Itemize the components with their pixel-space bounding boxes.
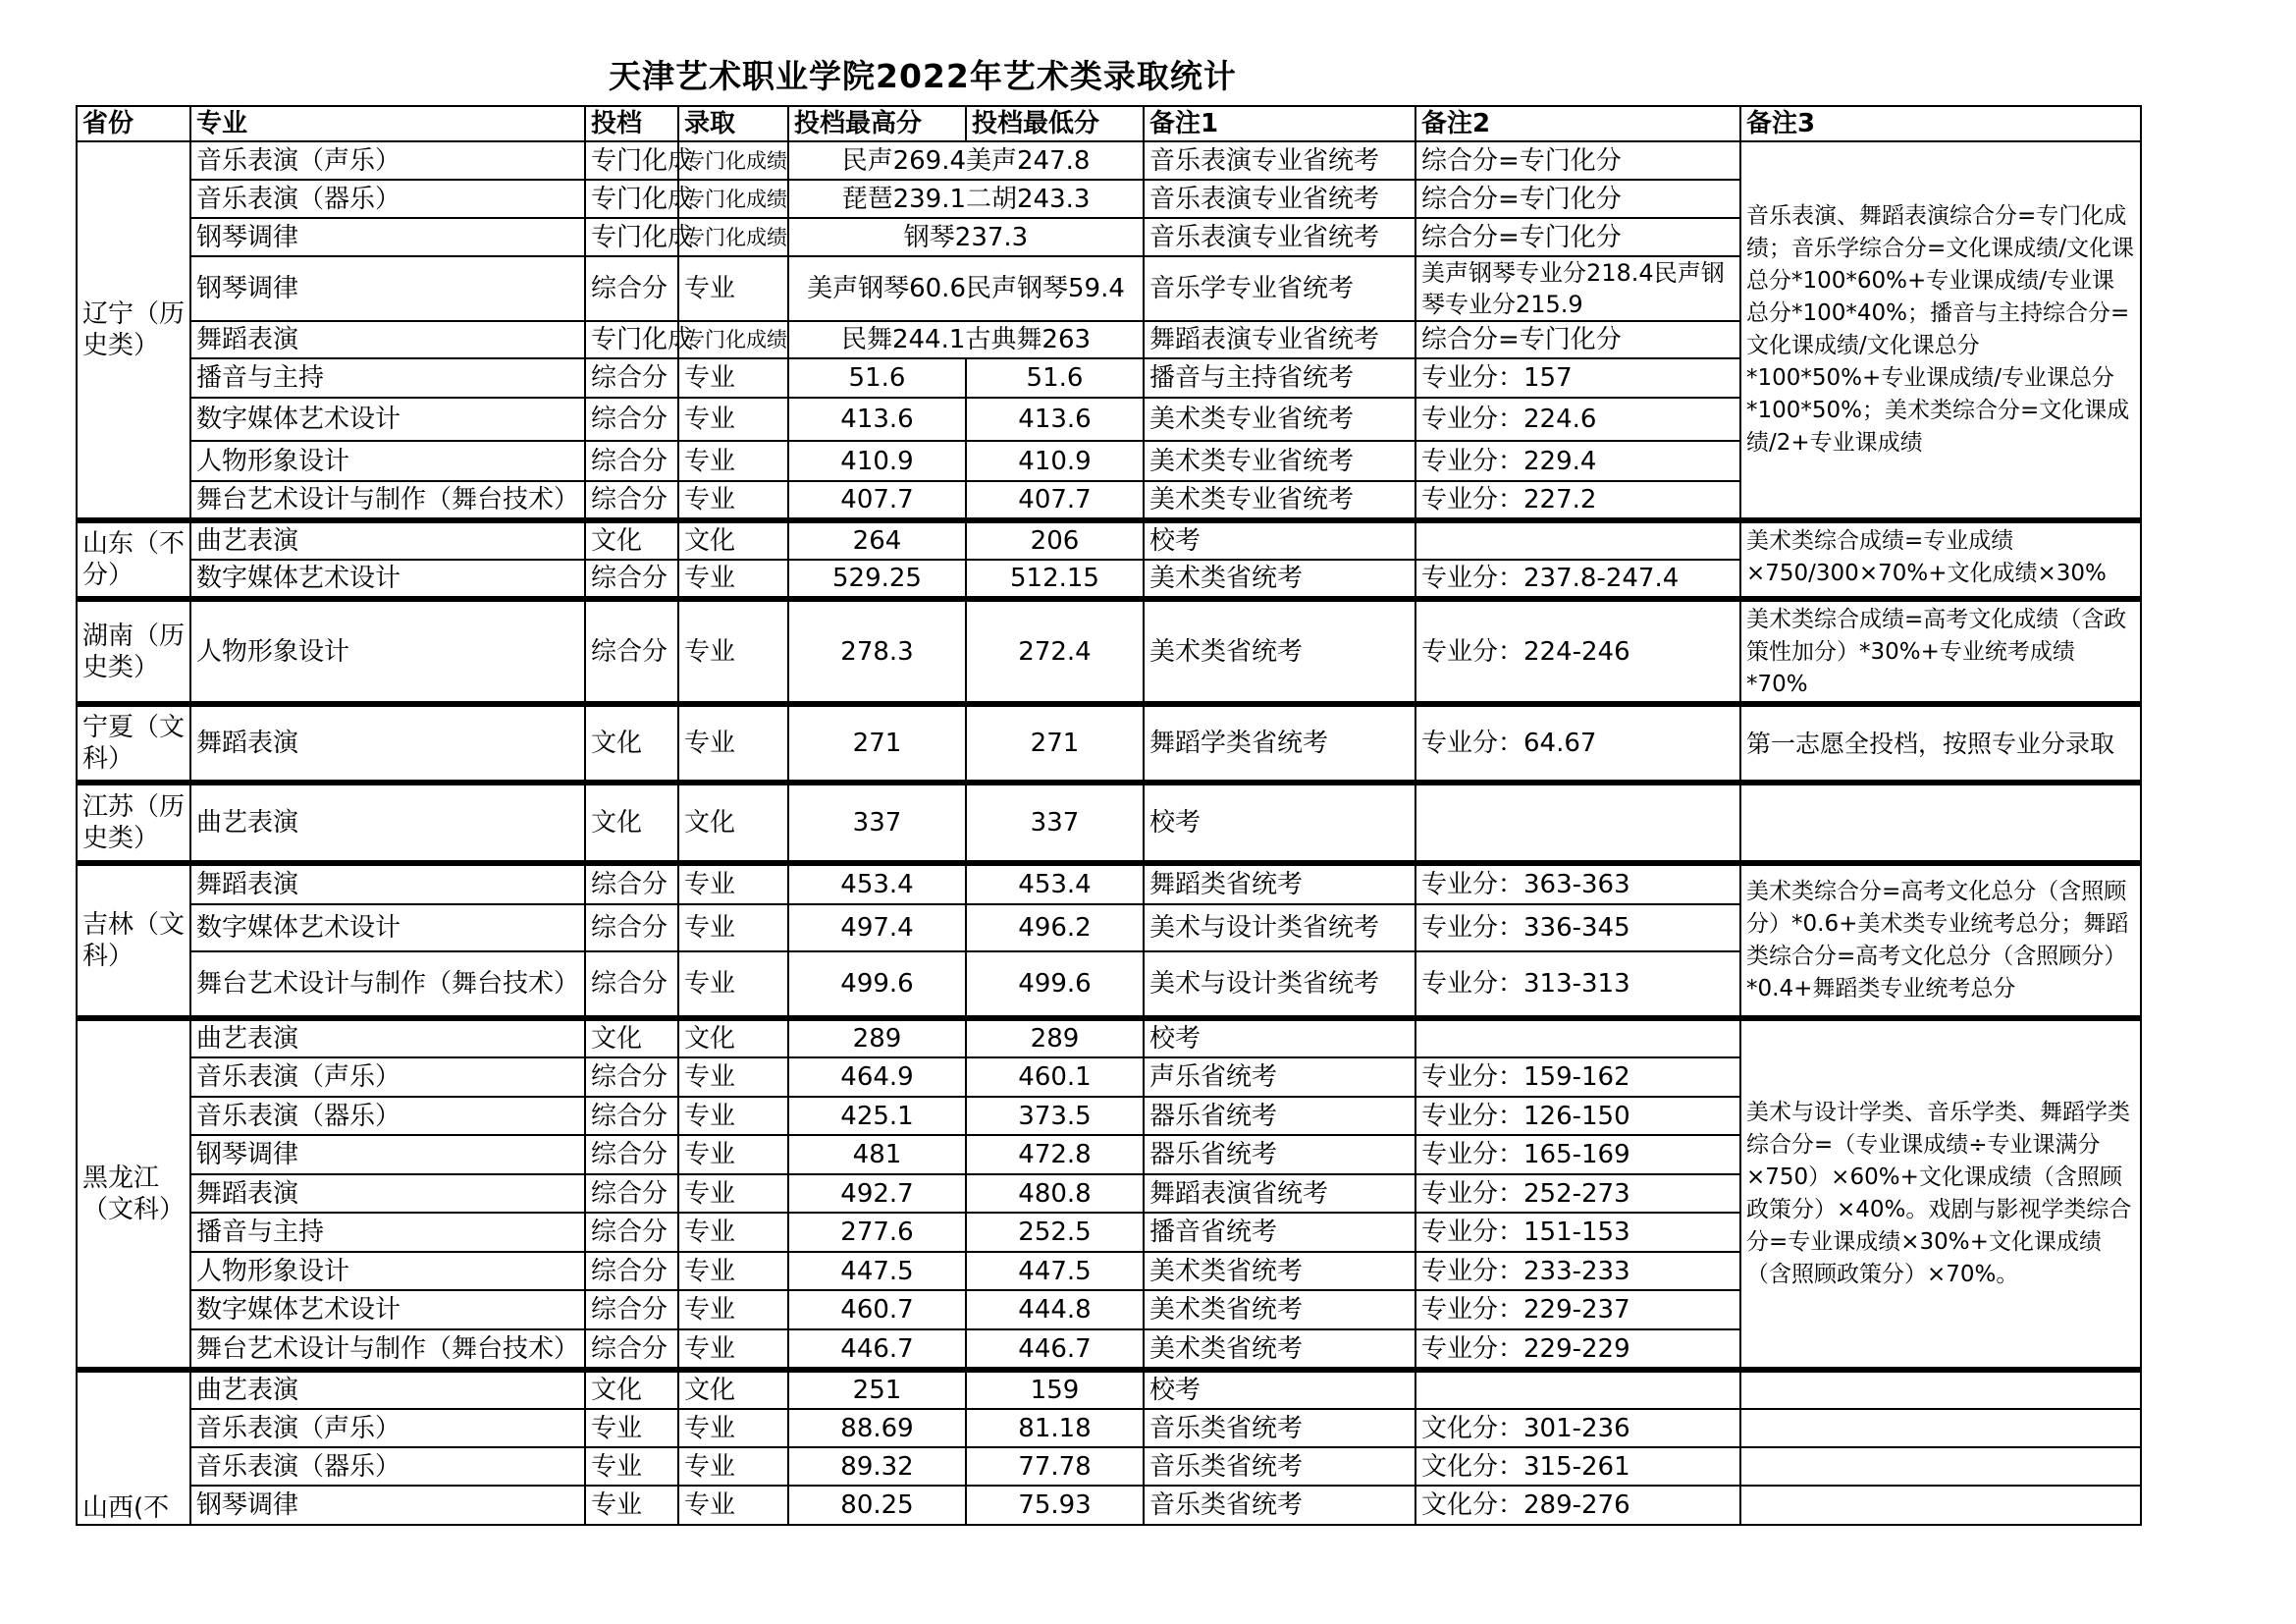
remark1-cell: 美术类省统考	[1144, 1329, 1415, 1370]
max-score-cell: 80.25	[788, 1486, 966, 1525]
max-score-cell: 497.4	[788, 904, 966, 951]
header-remark1: 备注1	[1144, 106, 1415, 141]
score-range-cell: 美声钢琴60.6民声钢琴59.4	[788, 256, 1144, 321]
remark2-cell: 专业分：229.4	[1415, 441, 1740, 481]
remark1-cell: 舞蹈学类省统考	[1144, 704, 1415, 783]
min-score-cell: 77.78	[966, 1447, 1144, 1486]
major-cell: 数字媒体艺术设计	[190, 398, 585, 441]
min-score-cell: 373.5	[966, 1097, 1144, 1135]
toudang-cell: 专门化成	[585, 141, 678, 180]
remark1-cell: 美术类省统考	[1144, 560, 1415, 599]
remark1-cell: 舞蹈表演省统考	[1144, 1174, 1415, 1213]
major-cell: 音乐表演（器乐）	[190, 1097, 585, 1135]
remark1-cell: 音乐表演专业省统考	[1144, 180, 1415, 218]
remark2-cell: 专业分：151-153	[1415, 1213, 1740, 1252]
table-row	[77, 520, 2141, 560]
toudang-cell: 文化	[585, 704, 678, 783]
major-cell: 音乐表演（声乐）	[190, 1409, 585, 1447]
luqu-cell: 专门化成绩	[678, 218, 788, 256]
remark2-cell: 专业分：64.67	[1415, 704, 1740, 783]
major-cell: 舞蹈表演	[190, 1174, 585, 1213]
toudang-cell: 专业	[585, 1486, 678, 1525]
remark1-cell: 校考	[1144, 783, 1415, 863]
remark2-cell: 专业分：229-237	[1415, 1290, 1740, 1329]
remark1-cell: 校考	[1144, 1370, 1415, 1409]
max-score-cell: 481	[788, 1135, 966, 1174]
province-cell: 黑龙江（文科）	[77, 1018, 190, 1370]
toudang-cell: 专业	[585, 1447, 678, 1486]
major-cell: 钢琴调律	[190, 256, 585, 321]
min-score-cell: 271	[966, 704, 1144, 783]
toudang-cell: 专门化成	[585, 180, 678, 218]
remark1-cell: 美术与设计类省统考	[1144, 951, 1415, 1018]
major-cell: 舞台艺术设计与制作（舞台技术）	[190, 481, 585, 520]
major-cell: 数字媒体艺术设计	[190, 560, 585, 599]
table-row	[77, 1018, 2141, 1057]
luqu-cell: 文化	[678, 520, 788, 560]
score-range-cell: 民舞244.1古典舞263	[788, 321, 1144, 358]
remark2-cell: 专业分：229-229	[1415, 1329, 1740, 1370]
min-score-cell: 289	[966, 1018, 1144, 1057]
table-row	[77, 783, 2141, 863]
remark2-cell: 综合分=专门化分	[1415, 321, 1740, 358]
max-score-cell: 407.7	[788, 481, 966, 520]
province-cell: 江苏（历史类）	[77, 783, 190, 863]
min-score-cell: 81.18	[966, 1409, 1144, 1447]
remark1-cell: 美术与设计类省统考	[1144, 904, 1415, 951]
toudang-cell: 综合分	[585, 441, 678, 481]
min-score-cell: 272.4	[966, 599, 1144, 704]
max-score-cell: 453.4	[788, 863, 966, 904]
min-score-cell: 407.7	[966, 481, 1144, 520]
remark2-cell: 专业分：313-313	[1415, 951, 1740, 1018]
remark3-cell	[1740, 1486, 2141, 1525]
table-row	[77, 599, 2141, 704]
max-score-cell: 492.7	[788, 1174, 966, 1213]
min-score-cell: 472.8	[966, 1135, 1144, 1174]
table-row	[77, 141, 2141, 180]
remark3-cell: 美术类综合分=高考文化总分（含照顾分）*0.6+美术类专业统考总分；舞蹈类综合分=高考文化总分（含照顾分）*0.4+舞蹈类专业统考总分	[1740, 863, 2141, 1018]
toudang-cell: 综合分	[585, 358, 678, 398]
toudang-cell: 综合分	[585, 560, 678, 599]
remark2-cell: 文化分：315-261	[1415, 1447, 1740, 1486]
toudang-cell: 综合分	[585, 1329, 678, 1370]
remark1-cell: 美术类省统考	[1144, 1252, 1415, 1290]
max-score-cell: 251	[788, 1370, 966, 1409]
remark2-cell	[1415, 1370, 1740, 1409]
luqu-cell: 专业	[678, 1213, 788, 1252]
remark2-cell: 文化分：289-276	[1415, 1486, 1740, 1525]
max-score-cell: 277.6	[788, 1213, 966, 1252]
remark3-cell	[1740, 783, 2141, 863]
max-score-cell: 271	[788, 704, 966, 783]
luqu-cell: 专业	[678, 1252, 788, 1290]
min-score-cell: 446.7	[966, 1329, 1144, 1370]
remark1-cell: 音乐类省统考	[1144, 1486, 1415, 1525]
remark2-cell: 专业分：252-273	[1415, 1174, 1740, 1213]
major-cell: 钢琴调律	[190, 1486, 585, 1525]
min-score-cell: 512.15	[966, 560, 1144, 599]
remark3-cell: 美术类综合成绩=专业成绩×750/300×70%+文化成绩×30%	[1740, 520, 2141, 599]
min-score-cell: 499.6	[966, 951, 1144, 1018]
remark1-cell: 音乐学专业省统考	[1144, 256, 1415, 321]
toudang-cell: 综合分	[585, 256, 678, 321]
header-major: 专业	[190, 106, 585, 141]
remark3-cell	[1740, 1409, 2141, 1447]
toudang-cell: 综合分	[585, 1213, 678, 1252]
toudang-cell: 综合分	[585, 1290, 678, 1329]
major-cell: 人物形象设计	[190, 1252, 585, 1290]
remark1-cell: 播音与主持省统考	[1144, 358, 1415, 398]
luqu-cell: 专业	[678, 951, 788, 1018]
major-cell: 曲艺表演	[190, 1018, 585, 1057]
remark2-cell: 专业分：233-233	[1415, 1252, 1740, 1290]
remark1-cell: 舞蹈表演专业省统考	[1144, 321, 1415, 358]
remark2-cell: 综合分=专门化分	[1415, 218, 1740, 256]
major-cell: 播音与主持	[190, 1213, 585, 1252]
toudang-cell: 文化	[585, 520, 678, 560]
admission-table	[76, 105, 2142, 1526]
table-row	[77, 1409, 2141, 1447]
remark1-cell: 校考	[1144, 520, 1415, 560]
header-remark2: 备注2	[1415, 106, 1740, 141]
max-score-cell: 413.6	[788, 398, 966, 441]
header-remark3: 备注3	[1740, 106, 2141, 141]
province-cell: 宁夏（文科）	[77, 704, 190, 783]
luqu-cell: 文化	[678, 783, 788, 863]
min-score-cell: 460.1	[966, 1057, 1144, 1097]
remark3-cell: 音乐表演、舞蹈表演综合分=专门化成绩；音乐学综合分=文化课成绩/文化课总分*100*60%+专业课成绩/专业课总分*100*40%；播音与主持综合分=文化课成绩/文化课总分*100*50%+专业课成绩/专业课总分*100*50%；美术类综合分=文化课成绩/2+专业课成绩	[1740, 141, 2141, 520]
luqu-cell: 专业	[678, 1409, 788, 1447]
header-max-score: 投档最高分	[788, 106, 966, 141]
min-score-cell: 444.8	[966, 1290, 1144, 1329]
remark1-cell: 音乐类省统考	[1144, 1409, 1415, 1447]
header-province: 省份	[77, 106, 190, 141]
max-score-cell: 264	[788, 520, 966, 560]
remark1-cell: 美术类省统考	[1144, 599, 1415, 704]
remark1-cell: 器乐省统考	[1144, 1135, 1415, 1174]
toudang-cell: 综合分	[585, 1135, 678, 1174]
luqu-cell: 专业	[678, 1447, 788, 1486]
remark2-cell: 专业分：336-345	[1415, 904, 1740, 951]
remark3-cell	[1740, 1447, 2141, 1486]
luqu-cell: 专业	[678, 398, 788, 441]
remark1-cell: 舞蹈类省统考	[1144, 863, 1415, 904]
table-row	[77, 704, 2141, 783]
toudang-cell: 文化	[585, 1018, 678, 1057]
remark2-cell: 专业分：227.2	[1415, 481, 1740, 520]
max-score-cell: 278.3	[788, 599, 966, 704]
max-score-cell: 88.69	[788, 1409, 966, 1447]
min-score-cell: 480.8	[966, 1174, 1144, 1213]
max-score-cell: 499.6	[788, 951, 966, 1018]
toudang-cell: 文化	[585, 1370, 678, 1409]
remark2-cell: 美声钢琴专业分218.4民声钢琴专业分215.9	[1415, 256, 1740, 321]
remark2-cell: 专业分：363-363	[1415, 863, 1740, 904]
min-score-cell: 496.2	[966, 904, 1144, 951]
major-cell: 舞台艺术设计与制作（舞台技术）	[190, 951, 585, 1018]
remark2-cell: 专业分：224-246	[1415, 599, 1740, 704]
min-score-cell: 252.5	[966, 1213, 1144, 1252]
province-cell: 吉林（文科）	[77, 863, 190, 1018]
province-cell: 湖南（历史类）	[77, 599, 190, 704]
score-range-cell: 钢琴237.3	[788, 218, 1144, 256]
remark2-cell	[1415, 783, 1740, 863]
luqu-cell: 专业	[678, 1290, 788, 1329]
toudang-cell: 综合分	[585, 1097, 678, 1135]
remark1-cell: 音乐表演专业省统考	[1144, 218, 1415, 256]
luqu-cell: 文化	[678, 1018, 788, 1057]
min-score-cell: 410.9	[966, 441, 1144, 481]
toudang-cell: 专业	[585, 1409, 678, 1447]
luqu-cell: 专门化成绩	[678, 141, 788, 180]
luqu-cell: 专业	[678, 599, 788, 704]
luqu-cell: 专业	[678, 1097, 788, 1135]
toudang-cell: 综合分	[585, 951, 678, 1018]
remark1-cell: 声乐省统考	[1144, 1057, 1415, 1097]
toudang-cell: 综合分	[585, 1252, 678, 1290]
remark1-cell: 音乐类省统考	[1144, 1447, 1415, 1486]
major-cell: 人物形象设计	[190, 441, 585, 481]
major-cell: 钢琴调律	[190, 218, 585, 256]
min-score-cell: 206	[966, 520, 1144, 560]
min-score-cell: 159	[966, 1370, 1144, 1409]
remark3-cell	[1740, 1370, 2141, 1409]
remark2-cell: 专业分：159-162	[1415, 1057, 1740, 1097]
toudang-cell: 综合分	[585, 481, 678, 520]
min-score-cell: 75.93	[966, 1486, 1144, 1525]
major-cell: 音乐表演（声乐）	[190, 1057, 585, 1097]
remark2-cell: 专业分：237.8-247.4	[1415, 560, 1740, 599]
major-cell: 舞蹈表演	[190, 863, 585, 904]
max-score-cell: 447.5	[788, 1252, 966, 1290]
toudang-cell: 专门化成	[585, 218, 678, 256]
min-score-cell: 453.4	[966, 863, 1144, 904]
major-cell: 舞蹈表演	[190, 321, 585, 358]
luqu-cell: 文化	[678, 1370, 788, 1409]
max-score-cell: 464.9	[788, 1057, 966, 1097]
province-cell: 山西(不	[77, 1370, 190, 1525]
luqu-cell: 专业	[678, 1174, 788, 1213]
remark1-cell: 美术类专业省统考	[1144, 441, 1415, 481]
major-cell: 曲艺表演	[190, 1370, 585, 1409]
luqu-cell: 专业	[678, 904, 788, 951]
max-score-cell: 89.32	[788, 1447, 966, 1486]
remark2-cell	[1415, 520, 1740, 560]
toudang-cell: 综合分	[585, 863, 678, 904]
max-score-cell: 410.9	[788, 441, 966, 481]
header-toudang: 投档	[585, 106, 678, 141]
max-score-cell: 425.1	[788, 1097, 966, 1135]
header-luqu: 录取	[678, 106, 788, 141]
table-row	[77, 863, 2141, 904]
luqu-cell: 专业	[678, 1486, 788, 1525]
toudang-cell: 综合分	[585, 1057, 678, 1097]
luqu-cell: 专业	[678, 481, 788, 520]
toudang-cell: 综合分	[585, 398, 678, 441]
major-cell: 数字媒体艺术设计	[190, 1290, 585, 1329]
remark2-cell: 文化分：301-236	[1415, 1409, 1740, 1447]
major-cell: 音乐表演（器乐）	[190, 1447, 585, 1486]
remark1-cell: 美术类省统考	[1144, 1290, 1415, 1329]
luqu-cell: 专业	[678, 1329, 788, 1370]
province-cell: 山东（不分）	[77, 520, 190, 599]
score-range-cell: 琵琶239.1二胡243.3	[788, 180, 1144, 218]
header-row	[77, 106, 2141, 141]
remark2-cell: 专业分：224.6	[1415, 398, 1740, 441]
table-row	[77, 1486, 2141, 1525]
remark1-cell: 音乐表演专业省统考	[1144, 141, 1415, 180]
toudang-cell: 综合分	[585, 904, 678, 951]
remark1-cell: 器乐省统考	[1144, 1097, 1415, 1135]
major-cell: 人物形象设计	[190, 599, 585, 704]
luqu-cell: 专门化成绩	[678, 321, 788, 358]
max-score-cell: 529.25	[788, 560, 966, 599]
luqu-cell: 专业	[678, 1057, 788, 1097]
score-range-cell: 民声269.4美声247.8	[788, 141, 1144, 180]
remark3-cell: 第一志愿全投档，按照专业分录取	[1740, 704, 2141, 783]
remark2-cell: 综合分=专门化分	[1415, 180, 1740, 218]
luqu-cell: 专业	[678, 560, 788, 599]
remark2-cell: 综合分=专门化分	[1415, 141, 1740, 180]
major-cell: 数字媒体艺术设计	[190, 904, 585, 951]
min-score-cell: 337	[966, 783, 1144, 863]
min-score-cell: 413.6	[966, 398, 1144, 441]
major-cell: 曲艺表演	[190, 783, 585, 863]
remark2-cell	[1415, 1018, 1740, 1057]
luqu-cell: 专业	[678, 863, 788, 904]
major-cell: 舞台艺术设计与制作（舞台技术）	[190, 1329, 585, 1370]
header-min-score: 投档最低分	[966, 106, 1144, 141]
remark3-cell: 美术类综合成绩=高考文化成绩（含政策性加分）*30%+专业统考成绩*70%	[1740, 599, 2141, 704]
max-score-cell: 446.7	[788, 1329, 966, 1370]
remark3-cell: 美术与设计学类、音乐学类、舞蹈学类综合分=（专业课成绩÷专业课满分×750）×60%+文化课成绩（含照顾政策分）×40%。戏剧与影视学类综合分=专业课成绩×30%+文化课成绩（含照顾政策分）×70%。	[1740, 1018, 2141, 1370]
max-score-cell: 51.6	[788, 358, 966, 398]
major-cell: 舞蹈表演	[190, 704, 585, 783]
toudang-cell: 综合分	[585, 599, 678, 704]
luqu-cell: 专门化成绩	[678, 180, 788, 218]
remark2-cell: 专业分：157	[1415, 358, 1740, 398]
toudang-cell: 综合分	[585, 1174, 678, 1213]
major-cell: 音乐表演（声乐）	[190, 141, 585, 180]
major-cell: 播音与主持	[190, 358, 585, 398]
max-score-cell: 289	[788, 1018, 966, 1057]
luqu-cell: 专业	[678, 1135, 788, 1174]
major-cell: 钢琴调律	[190, 1135, 585, 1174]
table-row	[77, 1370, 2141, 1409]
remark1-cell: 播音省统考	[1144, 1213, 1415, 1252]
major-cell: 曲艺表演	[190, 520, 585, 560]
max-score-cell: 337	[788, 783, 966, 863]
page-title: 天津艺术职业学院2022年艺术类录取统计	[609, 57, 1237, 95]
remark1-cell: 美术类专业省统考	[1144, 398, 1415, 441]
major-cell: 音乐表演（器乐）	[190, 180, 585, 218]
toudang-cell: 专门化成	[585, 321, 678, 358]
province-cell: 辽宁（历史类）	[77, 141, 190, 520]
min-score-cell: 51.6	[966, 358, 1144, 398]
max-score-cell: 460.7	[788, 1290, 966, 1329]
table-row	[77, 1447, 2141, 1486]
remark2-cell: 专业分：126-150	[1415, 1097, 1740, 1135]
toudang-cell: 文化	[585, 783, 678, 863]
min-score-cell: 447.5	[966, 1252, 1144, 1290]
luqu-cell: 专业	[678, 256, 788, 321]
luqu-cell: 专业	[678, 441, 788, 481]
remark1-cell: 美术类专业省统考	[1144, 481, 1415, 520]
luqu-cell: 专业	[678, 358, 788, 398]
luqu-cell: 专业	[678, 704, 788, 783]
remark2-cell: 专业分：165-169	[1415, 1135, 1740, 1174]
remark1-cell: 校考	[1144, 1018, 1415, 1057]
